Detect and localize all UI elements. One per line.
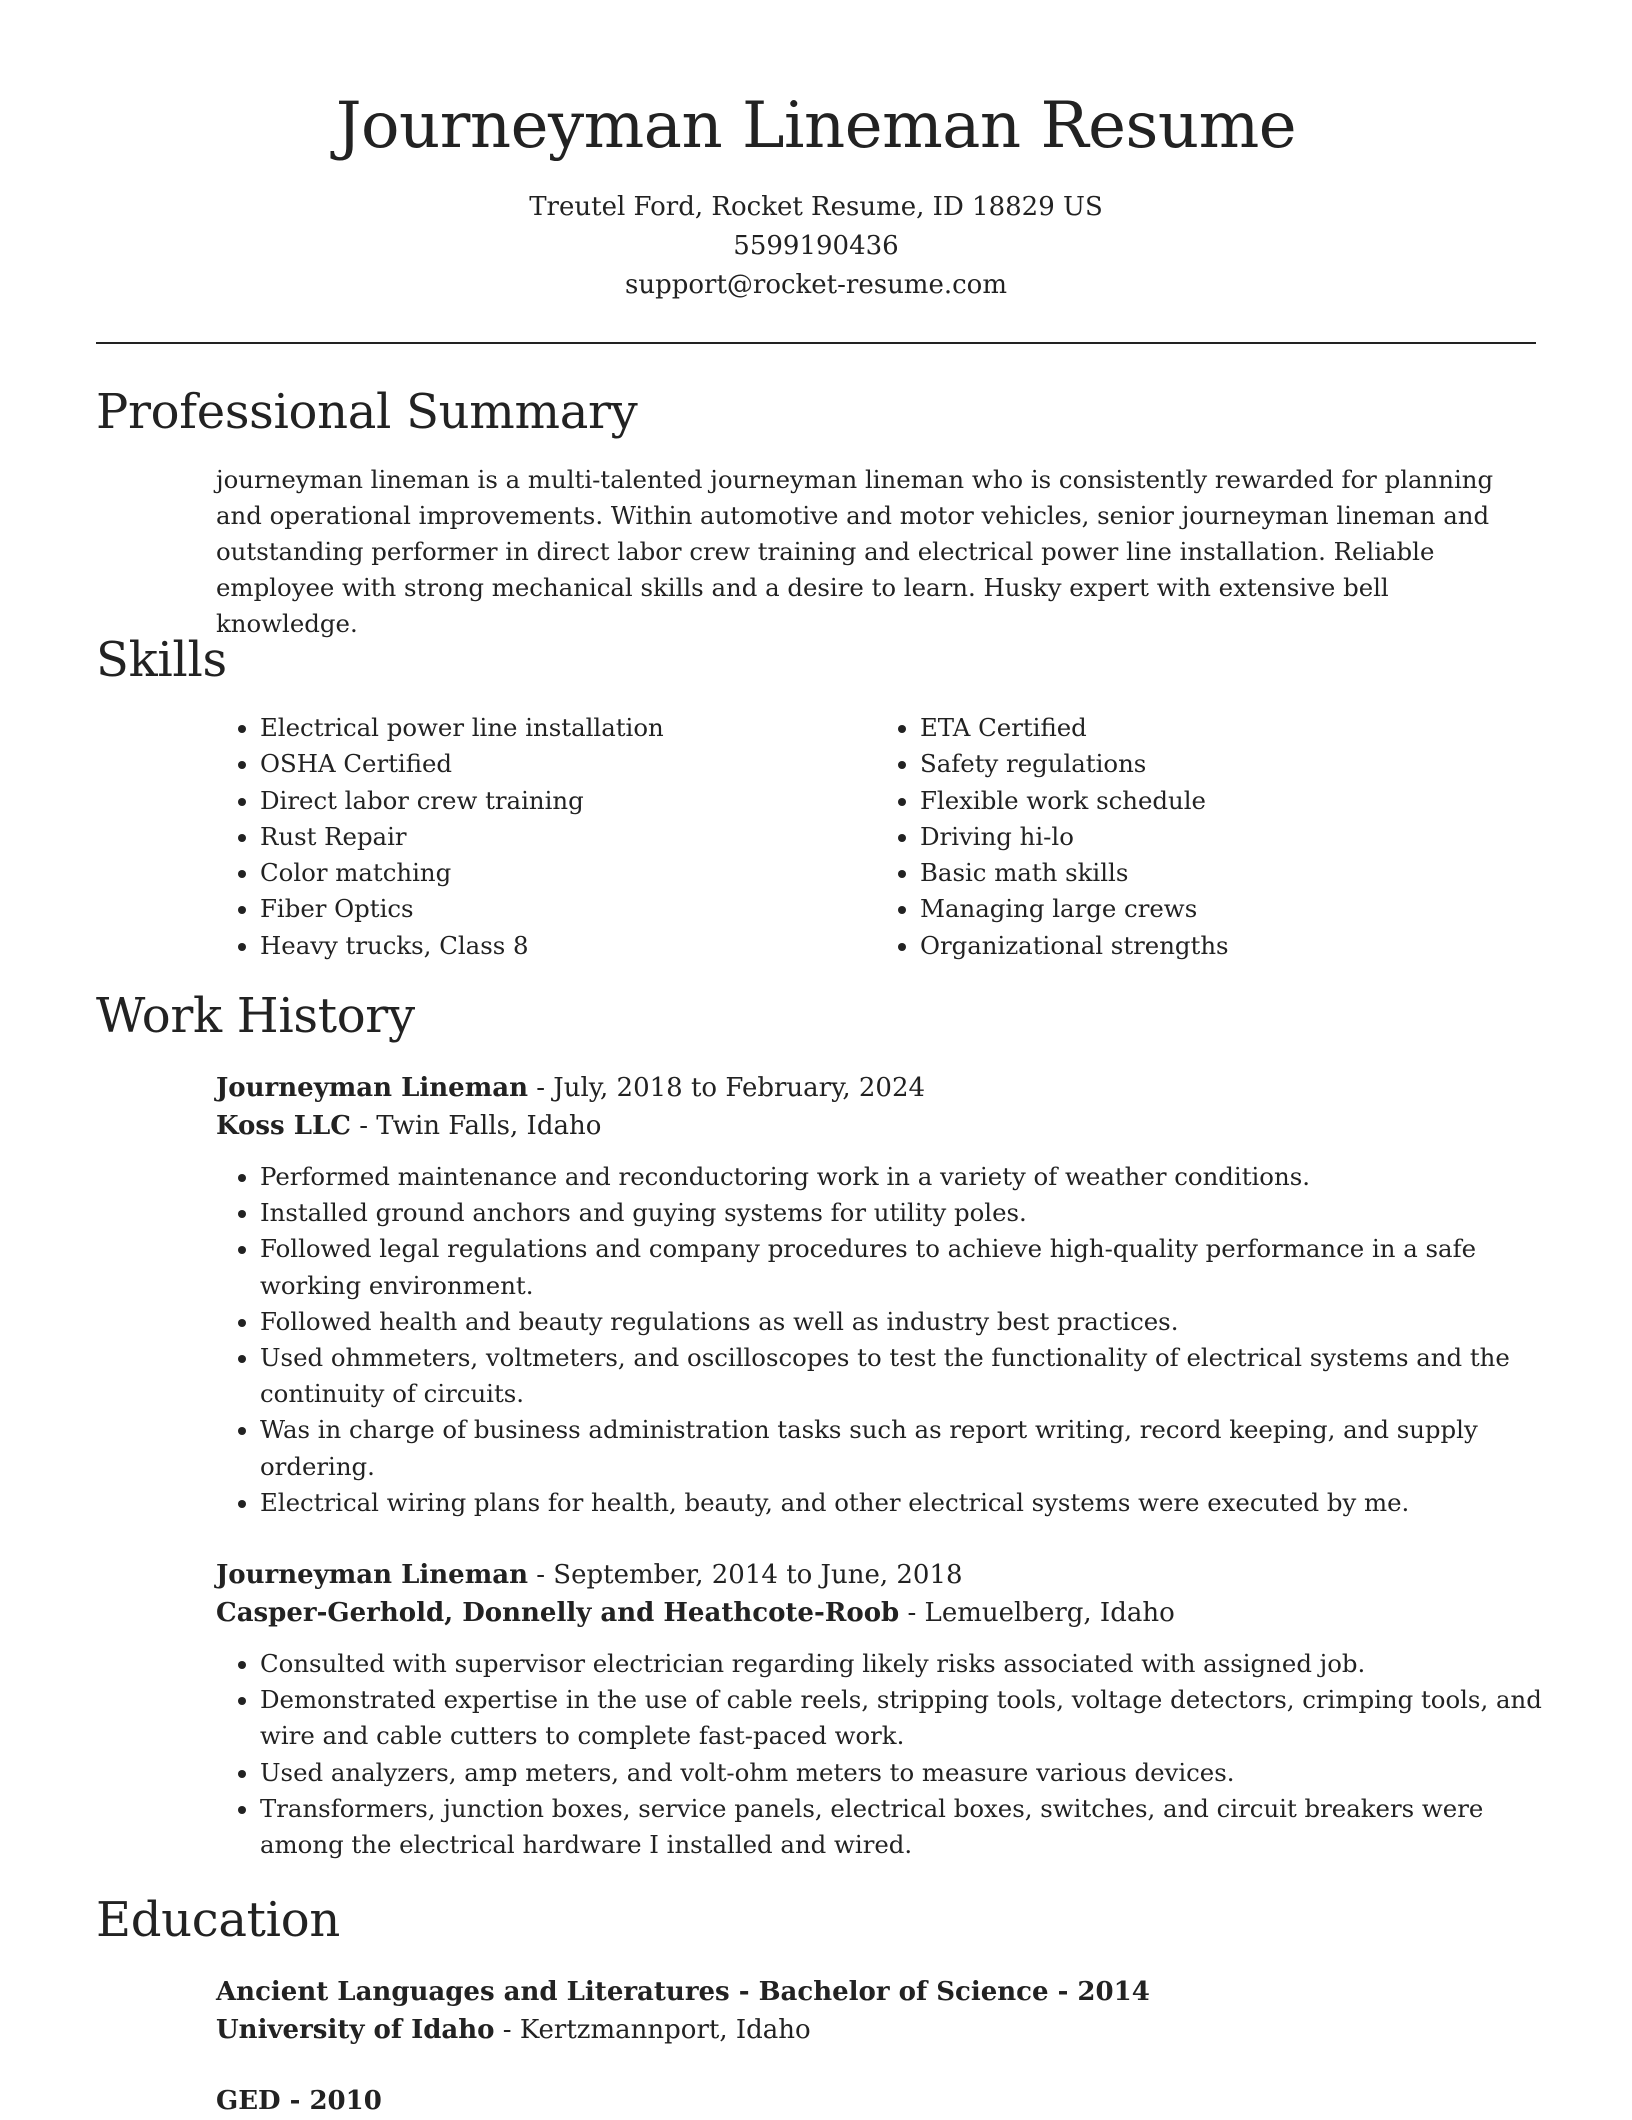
skill-item: • Rust Repair	[260, 819, 876, 855]
job-company: Koss LLC	[216, 1111, 351, 1141]
skill-item: • OSHA Certified	[260, 746, 876, 782]
skill-item: • Basic math skills	[920, 855, 1536, 891]
job-bullet: • Demonstrated expertise in the use of cable reels, stripping tools, voltage detectors, crimping tools, and wire and cable cutters to complete fast-paced work.	[260, 1682, 1546, 1754]
job-company-line	[216, 1107, 1546, 1145]
education-school-line	[216, 2011, 1536, 2049]
education-degree	[216, 1973, 1536, 2011]
job-title-line	[216, 1069, 1546, 1107]
skill-item: • Color matching	[260, 855, 876, 891]
job-title: Journeyman Lineman	[216, 1073, 528, 1103]
job-company: Casper-Gerhold, Donnelly and Heathcote-Roob	[216, 1598, 900, 1628]
skill-item: • Driving hi-lo	[920, 819, 1536, 855]
job-entry	[216, 1556, 1546, 1863]
job-title-line	[216, 1556, 1546, 1594]
education-school: University of Idaho	[216, 2015, 495, 2045]
section-title-education: Education	[96, 1892, 340, 1948]
skill-item: • Direct labor crew training	[260, 783, 876, 819]
skills-column-left	[216, 710, 876, 964]
job-dates: - September, 2014 to June, 2018	[527, 1560, 963, 1590]
education-entry	[216, 1973, 1536, 2049]
contact-address: Treutel Ford, Rocket Resume, ID 18829 US	[529, 192, 1103, 222]
skill-item: • ETA Certified	[920, 710, 1536, 746]
resume-title: Journeyman Lineman Resume	[335, 89, 1297, 163]
section-title-summary: Professional Summary	[96, 384, 638, 440]
skill-item: • Fiber Optics	[260, 891, 876, 927]
skill-item: • Electrical power line installation	[260, 710, 876, 746]
education-entry	[216, 2082, 1536, 2120]
contact-email: support@rocket-resume.com	[624, 270, 1007, 300]
job-bullets	[216, 1646, 1546, 1863]
job-bullet: • Performed maintenance and reconductoring work in a variety of weather conditions.	[260, 1159, 1546, 1195]
job-dates: - July, 2018 to February, 2024	[527, 1073, 926, 1103]
skill-item: • Safety regulations	[920, 746, 1536, 782]
job-location: - Twin Falls, Idaho	[350, 1111, 602, 1141]
job-bullet: • Used ohmmeters, voltmeters, and oscilloscopes to test the functionality of electrical systems and the continuity of circuits.	[260, 1340, 1546, 1412]
resume-header	[96, 84, 1536, 305]
contact-phone: 5599190436	[733, 231, 899, 261]
education-degree-text: GED - 2010	[216, 2086, 382, 2116]
job-bullet: • Followed health and beauty regulations as well as industry best practices.	[260, 1304, 1546, 1340]
education-degree	[216, 2082, 1536, 2120]
skill-item: • Organizational strengths	[920, 928, 1536, 964]
job-entry	[216, 1069, 1546, 1521]
job-bullet: • Electrical wiring plans for health, beauty, and other electrical systems were executed by me.	[260, 1485, 1546, 1521]
skills-column-right	[876, 710, 1536, 964]
education-degree-text: Ancient Languages and Literatures - Bachelor of Science - 2014	[216, 1977, 1150, 2007]
header-divider	[96, 342, 1536, 344]
job-bullet: • Was in charge of business administration tasks such as report writing, record keeping, and supply ordering.	[260, 1412, 1546, 1484]
skill-item: • Heavy trucks, Class 8	[260, 928, 876, 964]
job-bullet: • Used analyzers, amp meters, and volt-ohm meters to measure various devices.	[260, 1755, 1546, 1791]
job-bullets	[216, 1159, 1546, 1521]
section-title-work-history: Work History	[96, 988, 415, 1044]
job-bullet: • Transformers, junction boxes, service panels, electrical boxes, switches, and circuit breakers were among the electrical hardware I installed and wired.	[260, 1791, 1546, 1863]
skill-item: • Managing large crews	[920, 891, 1536, 927]
job-location: - Lemuelberg, Idaho	[899, 1598, 1175, 1628]
job-bullet: • Installed ground anchors and guying systems for utility poles.	[260, 1195, 1546, 1231]
education-location: - Kertzmannport, Idaho	[494, 2015, 811, 2045]
skills-list	[216, 710, 1536, 964]
section-title-skills: Skills	[96, 632, 227, 688]
skill-item: • Flexible work schedule	[920, 783, 1536, 819]
job-title: Journeyman Lineman	[216, 1560, 528, 1590]
summary-text: journeyman lineman is a multi-talented journeyman lineman who is consistently rewarded for planning and operational improvements. Within automotive and motor vehicles, senior journeyman lineman and outstanding performer in direct labor crew training and electrical power line installation. Reliable employee with strong mechanical skills and a desire to learn. Husky expert with extensive bell knowledge.	[216, 465, 1494, 638]
job-bullet: • Followed legal regulations and company procedures to achieve high-quality performance in a safe working environment.	[260, 1231, 1546, 1303]
job-bullet: • Consulted with supervisor electrician regarding likely risks associated with assigned job.	[260, 1646, 1546, 1682]
job-company-line	[216, 1594, 1546, 1632]
